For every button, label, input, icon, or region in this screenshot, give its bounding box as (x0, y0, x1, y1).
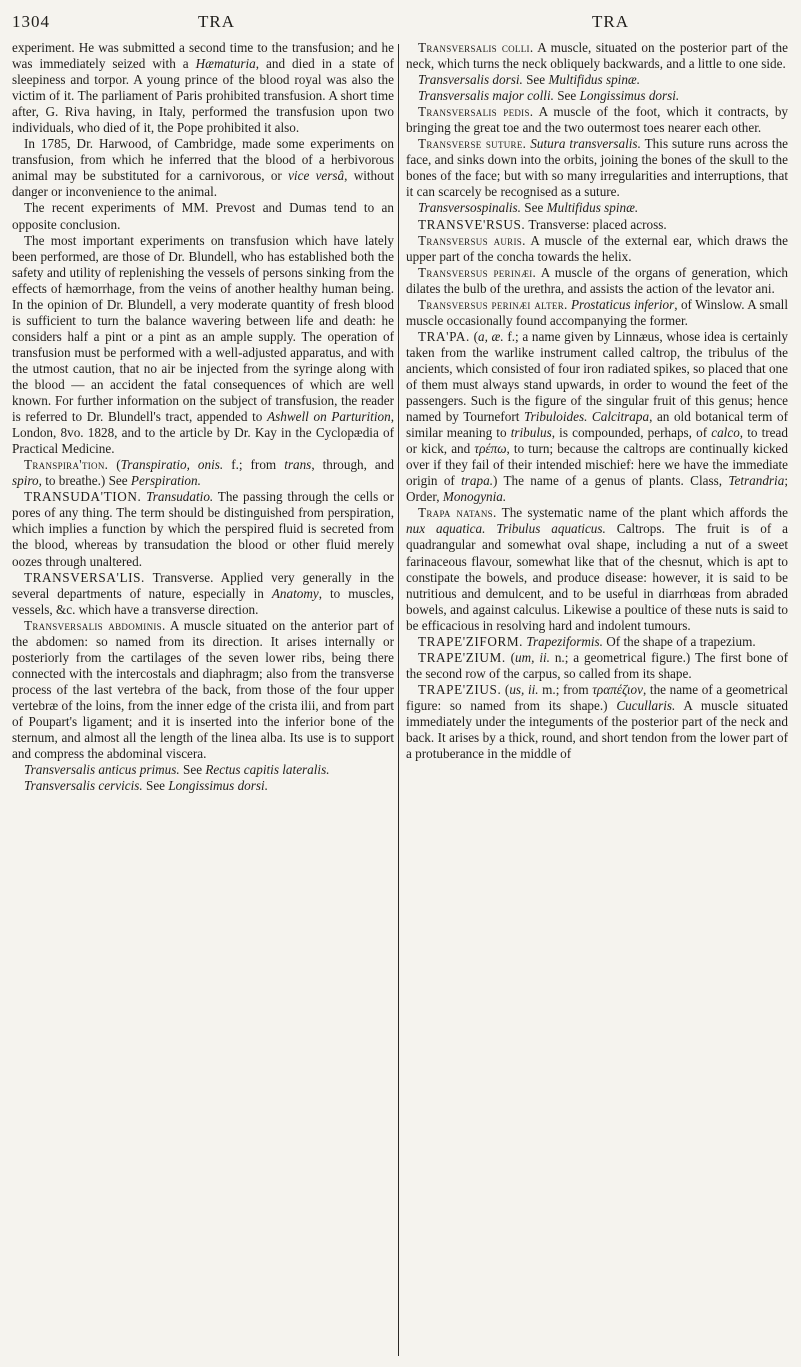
header-keyword-left: TRA (198, 12, 235, 31)
entry-transverse-suture: Transverse suture. Sutura transversalis. This suture runs across the face, and sinks down into the orbits, joining the bones of the skull to the bones of the face; but with so many irregularities and interruptions, that it can scarcely be recognised as a suture. (406, 136, 789, 200)
running-header (12, 12, 787, 36)
paragraph-prevost: The recent experiments of MM. Prevost and Dumas tend to an opposite conclusion. (12, 200, 394, 232)
entry-trapa-natans: Trapa natans. The systematic name of the plant which affords the nux aquatica. Tribulus aquaticus. Caltrops. The fruit is of a quadrangular and somewhat oval shape, including a nut of a sweet farinaceous flavour, somewhat like that of the chesnut, which is apt to constipate the bowels, and produce disease: however, it is said to be nutritious and demulcent, and to be useful in diarrhœas from abraded bowels, and against calculus. Likewise a poultice of these nuts is said to be efficacious in resolving hard and indolent tumours. (406, 505, 789, 633)
entry-transversus-auris: Transversus auris. A muscle of the external ear, which draws the upper part of the concha towards the helix. (406, 232, 788, 264)
entry-term: TRANSVERSA'LIS. (24, 569, 145, 585)
column-divider (398, 44, 399, 1356)
entry-transversalis-colli: Transversalis colli. A muscle, situated on the posterior part of the neck, which turns the neck obliquely backwards, and a little to one side. (406, 40, 788, 72)
right-column (406, 40, 788, 762)
entry-trapa: TRA'PA. (a, æ. f.; a name given by Linnæus, whose idea is certainly taken from the warlike instrument called caltrop, the tribulus of the ancients, which consisted of four iron radiated spikes, so placed that one of them must always stand upwards, in order to wound the feet of the passengers. Such is the figure of the singular fruit of this genus; hence named by Tournefort Tribuloides. Calcitrapa, an old botanical term of similar meaning to tribulus, is compounded, perhaps, of calco, to tread or kick, and τρέπω, to turn; because the caltrops are continually kicked over if they fail of their intended mischief: here we have the immediate origin of trapa.) The name of a genus of plants. Class, Tetrandria; Order, Monogynia. (406, 328, 789, 505)
entry-term: Transpira'tion. (24, 457, 109, 473)
entry-transversospinalis: Transversospinalis. See Multifidus spinæ. (418, 200, 639, 216)
entry-transversalis: TRANSVERSA'LIS. Transverse. Applied very generally in the several departments of nature, especially in Anatomy, to muscles, vessels, &c. which have a transverse direction. (12, 569, 394, 617)
entry-transfusion-continued: experiment. He was submitted a second time to the transfusion; and he was immediately seized with a Hæmaturia, and died in a state of sleepiness and torpor. A young prince of the blood royal was also the victim of it. The parliament of Paris prohibited transfusion. A short time after, G. Riva having, in Italy, performed the transfusion upon two individuals, who died of it, the Pope prohibited it also. (12, 40, 394, 136)
entry-transversalis-anticus: Transversalis anticus primus. See Rectus capitis lateralis. (24, 762, 330, 778)
entry-term: Transversalis colli. (418, 40, 534, 55)
entry-term: Transversus perinæi alter. (418, 296, 568, 312)
entry-transversalis-pedis: Transversalis pedis. A muscle of the foot, which it contracts, by bringing the great toe and the two outermost toes nearer each other. (406, 104, 789, 136)
entry-transversus: TRANSVE'RSUS. Transverse: placed across. (418, 216, 667, 232)
entry-transversalis-major-colli: Transversalis major colli. See Longissimus dorsi. (418, 88, 680, 104)
entry-term: TRAPE'ZIFORM. (418, 633, 524, 649)
entry-trapezius: TRAPE'ZIUS. (us, ii. m.; from τραπέζιον, the name of a geometrical figure: so named from its shape.) Cucullaris. A muscle situated immediately under the integuments of the posterior part of the neck and back. It arises by a thick, round, and short tendon from the lower part of a protuberance in the middle of (406, 681, 788, 762)
entry-transversalis-abdominis: Transversalis abdominis. A muscle situated on the anterior part of the abdomen: so named from its direction. It arises internally or posteriorly from the cartilages of the seven lower ribs, being there connected with the intercostals and diaphragm; also from the transverse process of the last vertebra of the back, from those of the four upper vertebræ of the loins, from the inner edge of the crista ilii, and from part of Poupart's ligament; and it is inserted into the inferior bone of the sternum, and almost all the length of the linea alba. Its use is to support and compress the abdominal viscera. (12, 617, 394, 762)
entry-transversalis-dorsi: Transversalis dorsi. See Multifidus spinæ. (418, 72, 641, 88)
entry-term: TRANSUDA'TION. (24, 489, 142, 505)
entry-term: Trapa natans. (418, 505, 497, 521)
entry-term: TRA'PA. (418, 328, 470, 344)
entry-transversus-perinaei-alter: Transversus perinæi alter. Prostaticus inferior, of Winslow. A small muscle occasionally found accompanying the former. (406, 296, 788, 328)
entry-trapezium: TRAPE'ZIUM. (um, ii. n.; a geometrical figure.) The first bone of the second row of the carpus, so called from its shape. (406, 649, 788, 681)
entry-transpiration: Transpira'tion. (Transpiratio, onis. f.; from trans, through, and spiro, to breathe.) See Perspiration. (12, 457, 394, 489)
entry-term: TRAPE'ZIUM. (418, 649, 506, 665)
paragraph-harwood: In 1785, Dr. Harwood, of Cambridge, made some experiments on transfusion, from which he inferred that the blood of a herbivorous animal may be substituted for a carnivorous, or vice versâ, without danger or inconvenience to the animal. (12, 136, 394, 200)
entry-term: TRAPE'ZIUS. (418, 681, 502, 697)
entry-term: Transversus auris. (418, 232, 526, 248)
entry-term: Transversus perinæi. (418, 264, 537, 280)
entry-transversalis-cervicis: Transversalis cervicis. See Longissimus dorsi. (24, 778, 268, 794)
entry-term: Transverse suture. (418, 136, 527, 152)
left-column (12, 40, 394, 794)
entry-transversus-perinaei: Transversus perinæi. A muscle of the organs of generation, which dilates the bulb of the urethra, and assists the action of the levator ani. (406, 264, 788, 296)
page-number: 1304 (12, 12, 50, 31)
header-keyword-right: TRA (592, 12, 629, 31)
entry-term: Transversalis abdominis. (24, 617, 166, 633)
entry-term: TRANSVE'RSUS. (418, 216, 526, 232)
entry-trapeziform: TRAPE'ZIFORM. Trapeziformis. Of the shape of a trapezium. (418, 633, 756, 649)
entry-transudation: TRANSUDA'TION. Transudatio. The passing through the cells or pores of any thing. The term should be distinguished from perspiration, which implies a function by which the perspired fluid is secreted from the blood, whereas by transudation the blood or other fluid merely oozes through unaltered. (12, 489, 394, 569)
entry-term: Transversalis pedis. (418, 104, 534, 120)
paragraph-blundell: The most important experiments on transfusion which have lately been performed, are those of Dr. Blundell, who has established both the safety and utility of replenishing the vessels of persons sinking from the effects of hæmorrhage, from the veins of another healthy human being. In the opinion of Dr. Blundell, a very moderate quantity of fresh blood is sufficient to turn the balance wavering between life and death: he considers half a pint or a pint as an ample supply. The operation of transfusion must be performed with a well-adjusted apparatus, and with the utmost caution, that no air be injected from the syringe along with the blood — an accident the fatal consequences of which are well known. For further information on the subject of transfusion, the reader is referred to Dr. Blundell's tract, appended to Ashwell on Parturition, London, 8vo. 1828, and to the article by Dr. Kay in the Cyclopædia of Practical Medicine. (12, 232, 394, 457)
